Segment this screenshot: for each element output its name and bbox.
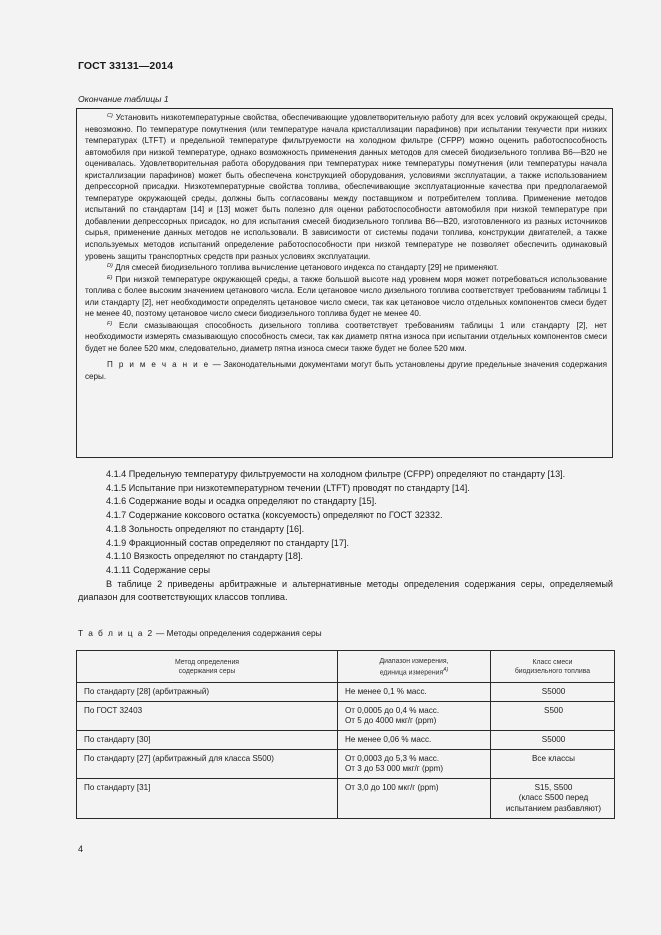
paragraph: 4.1.6 Содержание воды и осадка определяют по стандарту [15]. [106, 496, 377, 507]
cell-range: От 3,0 до 100 мкг/г (ppm) [338, 778, 491, 818]
note-label: П р и м е ч а н и е [107, 360, 210, 370]
table-row [77, 778, 615, 818]
standard-header: ГОСТ 33131—2014 [78, 60, 174, 72]
paragraph: 4.1.9 Фракционный состав определяют по стандарту [17]. [106, 537, 349, 548]
footnote-text: Установить низкотемпературные свойства, обеспечивающие удовлетворительную работу для всех условий окружающей среды, невозможно. По температуре помутнения (или температуре начала кристаллизации парафинов) при испытании текучести при низких температурах (LTFT) и предельной температуре фильтруемости на холодном фильтре (CFPP) можно оценить работоспособность автомобиля при низкой температуре, однако возможность применения данных методов для смесей биодизельного топлива В6—В20 не оценивалась. Удовлетворительная работа оборудования при температурах ниже температуры помутнения (или температуры начала кристаллизации парафинов) может быть обеспечена конструкцией оборудования, условиями эксплуатации, а также использованием депрессорной присадки. Низкотемпературные свойства топлива, обеспечивающие эксплуатационные качества при предполагаемой температуре окружающей среды, должны быть согласованы между поставщиком и потребителем топлива. Применение методов испытаний по стандартам [14] и [13] может быть полезно для оценки работоспособности автомобиля при низкой температуре при добавлении депрессорных присадок, но для испытания смесей биодизельного топлива В6—В20, изготовленного из разных источников сырья, применение данных методов не использовали. В зависимости от системы подачи топлива, конструкции двигателей, а также используемых методов испытаний определение работоспособности при низкой температуре не позволяет обеспечить одинаковый уровень защиты транспортных средств при разных условиях эксплуатации. [85, 113, 608, 261]
paragraph: 4.1.10 Вязкость определяют по стандарту [18]. [106, 551, 303, 562]
footnote-c [85, 112, 607, 262]
cell-class: S15, S500 (класс S500 перед испытанием разбавляют) [491, 778, 615, 818]
paragraph: 4.1.5 Испытание при низкотемпературном течении (LTFT) проводят по стандарту [14]. [106, 482, 470, 493]
table2-caption-text: — Методы определения содержания серы [155, 628, 322, 638]
table1-end-caption: Окончание таблицы 1 [78, 94, 169, 104]
footnote-text: При низкой температуре окружающей среды, а также большой высоте над уровнем моря может потребоваться использование топлива с более высоким значением цетанового числа. Если цетановое число дизельного топлива соответствует требованиям таблицы 1 или стандарту [2], нет необходимости определять цетановое число смеси, так как цетановое число отдельных компонентов смеси будет не менее 40, поэтому цетановое число смеси биодизельного топлива будет не менее 40. [85, 274, 607, 319]
footnote-mark: F) [107, 320, 113, 327]
paragraph: 4.1.8 Зольность определяют по стандарту [16]. [106, 523, 305, 534]
table-row [77, 701, 615, 730]
page-number: 4 [78, 844, 84, 854]
footnote-d [85, 262, 607, 274]
table-row [77, 749, 615, 778]
table2-caption-label: Т а б л и ц а 2 [78, 628, 154, 638]
table-header-row [77, 651, 615, 683]
footnote-mark: C) [107, 113, 113, 119]
paragraph: 4.1.4 Предельную температуру фильтруемости на холодном фильтре (CFPP) определяют по стандарту [13]. [106, 469, 566, 479]
cell-class: S500 [491, 701, 615, 730]
column-header-method: Метод определения содержания серы [77, 651, 338, 683]
column-header-range: Диапазон измерения, единица измерения$^{A)}$ [338, 651, 491, 683]
cell-class: Все классы [491, 749, 615, 778]
footnote-mark: A) [443, 667, 449, 673]
footnote-mark: D) [107, 263, 113, 270]
cell-class: S5000 [491, 683, 615, 702]
cell-class: S5000 [491, 731, 615, 750]
cell-method: По стандарту [28] (арбитражный) [77, 683, 338, 702]
table2-sulfur-methods [76, 650, 615, 819]
note-text: — Законодательными документами могут быть установлены другие предельные значения содержания серы. [85, 360, 607, 382]
table1-footnotes-box [76, 108, 613, 458]
note [85, 359, 607, 382]
table2-caption [78, 628, 322, 638]
cell-range: От 0,0005 до 0,4 % масс. От 5 до 4000 мкг/г (ppm) [338, 701, 491, 730]
cell-range: От 0,0003 до 5,3 % масс. От 3 до 53 000 мкг/г (ppm) [338, 749, 491, 778]
cell-method: По стандарту [31] [77, 778, 338, 818]
table-row [77, 683, 615, 702]
cell-method: По стандарту [30] [77, 731, 338, 750]
footnote-text: Если смазывающая способность дизельного топлива соответствует требованиям таблицы 1 или стандарту [2], нет необходимости измерять смазывающую способность смеси, так как диаметр пятна износа при испытании отдельных компонентов смеси будет не более 520 мкм, следовательно, диаметр пятна износа смеси также будет не более 520 мкм. [85, 320, 608, 353]
footnote-f [85, 320, 607, 355]
paragraph: 4.1.11 Содержание серы [106, 564, 211, 575]
table-row [77, 731, 615, 750]
footnote-text: Для смесей биодизельного топлива вычисление цетанового индекса по стандарту [29] не применяют. [115, 263, 499, 273]
column-header-class: Класс смеси биодизельного топлива [491, 651, 615, 683]
paragraph: В таблице 2 приведены арбитражные и альтернативные методы определения содержания серы, определяемый диапазон для соответствующих классов топлива. [78, 578, 613, 603]
footnote-e [85, 274, 607, 320]
cell-method: По стандарту [27] (арбитражный для класса S500) [77, 749, 338, 778]
cell-method: По ГОСТ 32403 [77, 701, 338, 730]
footnote-mark: E) [107, 274, 113, 281]
paragraph: 4.1.7 Содержание коксового остатка (коксуемость) определяют по ГОСТ 32332. [106, 510, 443, 521]
section-4-1-text [78, 468, 613, 605]
cell-range: Не менее 0,06 % масс. [338, 731, 491, 750]
cell-range: Не менее 0,1 % масс. [338, 683, 491, 702]
